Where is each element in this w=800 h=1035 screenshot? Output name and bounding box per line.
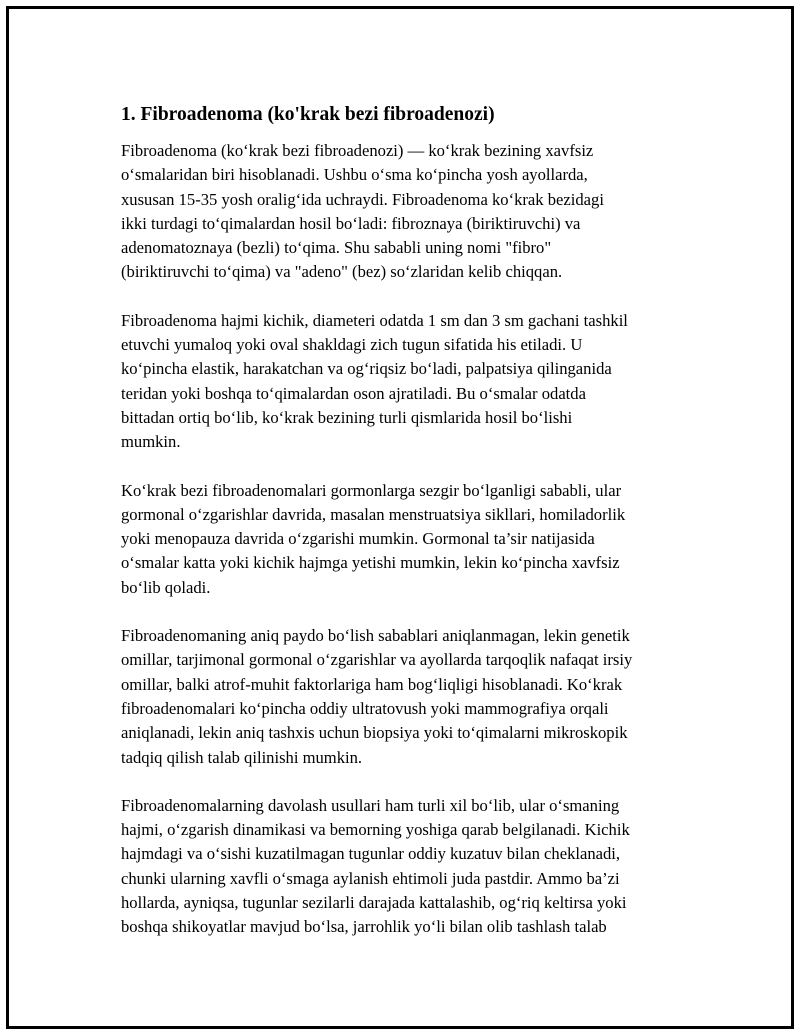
paragraph-5	[121, 794, 701, 940]
text-line: bittadan ortiq bo‘lib, ko‘krak bezining turli qismlarida hosil bo‘lishi	[121, 407, 573, 427]
section-heading: 1. Fibroadenoma (ko'krak bezi fibroadenozi)	[121, 104, 495, 125]
text-line: hajmi, o‘zgarish dinamikasi va bemorning yoshiga qarab belgilanadi. Kichik	[121, 820, 630, 840]
text-line: gormonal o‘zgarishlar davrida, masalan menstruatsiya sikllari, homiladorlik	[121, 504, 626, 524]
text-line: omillar, balki atrof-muhit faktorlariga ham bog‘liqligi hisoblanadi. Ko‘krak	[121, 674, 623, 694]
text-line: (biriktiruvchi to‘qima) va "adeno" (bez) so‘zlaridan kelib chiqqan.	[121, 262, 563, 282]
text-line: fibroadenomalari ko‘pincha oddiy ultratovush yoki mammografiya orqali	[121, 698, 609, 718]
text-line: aniqlanadi, lekin aniq tashxis uchun biopsiya yoki to‘qimalarni mikroskopik	[121, 723, 628, 743]
paragraph-4	[121, 624, 701, 770]
text-line: Fibroadenomaning aniq paydo bo‘lish sabablari aniqlanmagan, lekin genetik	[121, 626, 630, 646]
text-line: etuvchi yumaloq yoki oval shakldagi zich tugun sifatida his etiladi. U	[121, 335, 583, 355]
text-line: xususan 15-35 yosh oralig‘ida uchraydi. Fibroadenoma ko‘krak bezidagi	[121, 189, 604, 209]
text-line: Ko‘krak bezi fibroadenomalari gormonlarga sezgir bo‘lganligi sababli, ular	[121, 480, 622, 500]
document-body	[121, 102, 701, 964]
paragraph-1	[121, 139, 701, 285]
text-line: hajmdagi va o‘sishi kuzatilmagan tugunlar oddiy kuzatuv bilan cheklanadi,	[121, 844, 621, 864]
paragraph-2	[121, 309, 701, 455]
text-line: Fibroadenoma (ko‘krak bezi fibroadenozi) — ko‘krak bezining xavfsiz	[121, 141, 594, 160]
text-line: o‘smalar katta yoki kichik hajmga yetishi mumkin, lekin ko‘pincha xavfsiz	[121, 553, 620, 573]
text-line: Fibroadenoma hajmi kichik, diameteri odatda 1 sm dan 3 sm gachani tashkil	[121, 310, 628, 330]
text-line: Fibroadenomalarning davolash usullari ham turli xil bo‘lib, ular o‘smaning	[121, 795, 620, 815]
text-line: chunki ularning xavfli o‘smaga aylanish ehtimoli juda pastdir. Ammo ba’zi	[121, 868, 620, 888]
text-line: tadqiq qilish talab qilinishi mumkin.	[121, 747, 363, 767]
paragraph-3	[121, 479, 701, 600]
text-line: o‘smalaridan biri hisoblanadi. Ushbu o‘sma ko‘pincha yosh ayollarda,	[121, 165, 588, 185]
text-line: omillar, tarjimonal gormonal o‘zgarishlar va ayollarda tarqoqlik nafaqat irsiy	[121, 650, 633, 670]
text-line: yoki menopauza davrida o‘zgarishi mumkin. Gormonal ta’sir natijasida	[121, 529, 595, 549]
text-line: ko‘pincha elastik, harakatchan va og‘riqsiz bo‘ladi, palpatsiya qilinganida	[121, 359, 612, 379]
text-line: hollarda, ayniqsa, tugunlar sezilarli darajada kattalashib, og‘riq keltirsa yoki	[121, 893, 627, 913]
text-line: teridan yoki boshqa to‘qimalardan oson ajratiladi. Bu o‘smalar odatda	[121, 383, 586, 403]
text-line: ikki turdagi to‘qimalardan hosil bo‘ladi: fibroznaya (biriktiruvchi) va	[121, 213, 581, 233]
text-line: mumkin.	[121, 432, 181, 452]
text-line: boshqa shikoyatlar mavjud bo‘lsa, jarrohlik yo‘li bilan olib tashlash talab	[121, 917, 607, 937]
text-line: adenomatoznaya (bezli) to‘qima. Shu sababli uning nomi "fibro"	[121, 238, 552, 258]
page-frame	[6, 6, 794, 1029]
text-line: bo‘lib qoladi.	[121, 577, 211, 597]
